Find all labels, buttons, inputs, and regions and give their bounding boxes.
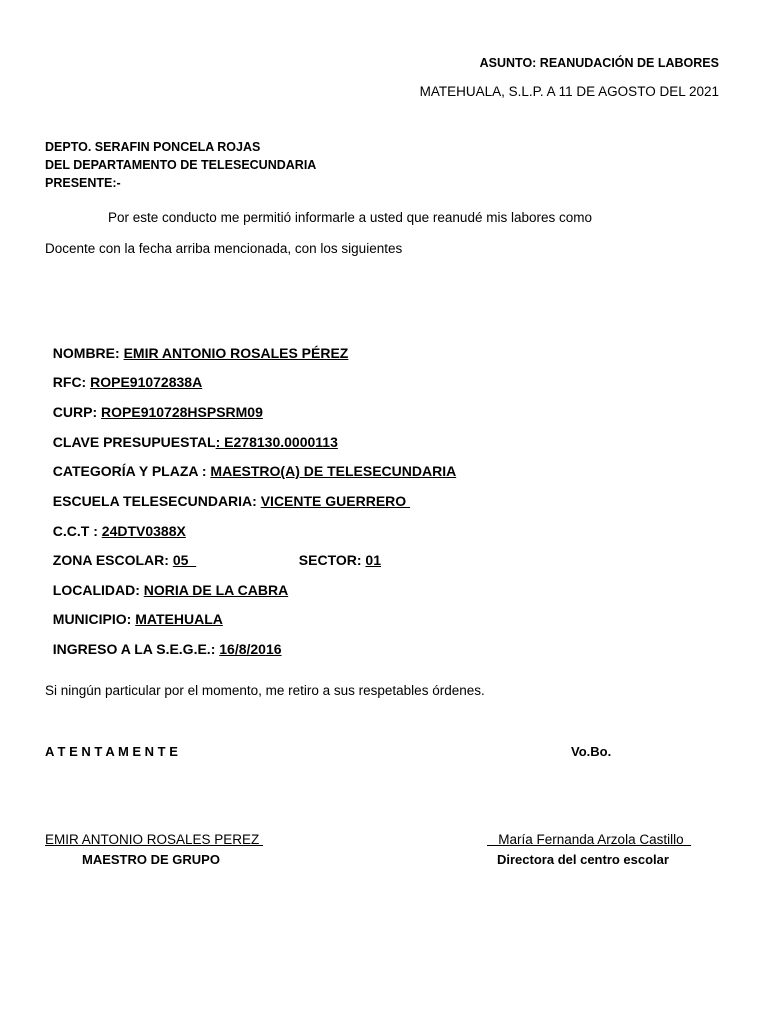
recipient-name: DEPTO. SERAFIN PONCELA ROJAS xyxy=(45,140,261,154)
field-value: ROPE910728HSPSRM09 xyxy=(101,404,263,420)
field-value: 01 xyxy=(365,552,381,568)
field-cct xyxy=(45,507,186,539)
field-value: MATEHUALA xyxy=(135,611,223,627)
field-value: VICENTE GUERRERO xyxy=(260,493,411,509)
field-label: SECTOR: xyxy=(298,552,366,568)
field-label: CURP: xyxy=(52,404,102,420)
field-label: INGRESO A LA S.E.G.E.: xyxy=(52,641,220,657)
field-label: ESCUELA TELESECUNDARIA: xyxy=(52,493,261,509)
field-localidad xyxy=(45,566,288,598)
signature-director-role: Directora del centro escolar xyxy=(497,852,669,867)
signature-teacher-name: EMIR ANTONIO ROSALES PEREZ xyxy=(45,832,264,847)
field-value: EMIR ANTONIO ROSALES PÉREZ xyxy=(123,345,349,361)
field-label: CATEGORÍA Y PLAZA : xyxy=(52,463,211,479)
place-date: MATEHUALA, S.L.P. A 11 DE AGOSTO DEL 2021 xyxy=(419,84,719,99)
field-value: MAESTRO(A) DE TELESECUNDARIA xyxy=(210,463,457,479)
field-curp xyxy=(45,388,263,420)
field-value: 05 xyxy=(172,552,197,568)
field-label: ZONA ESCOLAR: xyxy=(52,552,173,568)
field-value: ROPE91072838A xyxy=(90,374,203,390)
recipient-department: DEL DEPARTAMENTO DE TELESECUNDARIA xyxy=(45,158,317,172)
field-label: RFC: xyxy=(52,374,91,390)
farewell-text: Si ningún particular por el momento, me retiro a sus respetables órdenes. xyxy=(45,683,485,698)
field-label: CLAVE PRESUPUESTAL xyxy=(52,434,216,450)
field-municipio xyxy=(45,595,223,627)
field-ingreso xyxy=(45,625,282,657)
field-categoria xyxy=(45,447,456,479)
field-nombre xyxy=(45,329,348,361)
field-value: 16/8/2016 xyxy=(219,641,282,657)
field-rfc xyxy=(45,358,202,390)
field-label: NOMBRE: xyxy=(52,345,124,361)
field-label: C.C.T : xyxy=(52,523,102,539)
signature-teacher-role: MAESTRO DE GRUPO xyxy=(82,852,220,867)
field-zona-escolar xyxy=(45,536,196,568)
recipient-presente: PRESENTE:- xyxy=(45,176,121,190)
subject-line: ASUNTO: REANUDACIÓN DE LABORES xyxy=(479,56,719,70)
body-paragraph-line2: Docente con la fecha arriba mencionada, con los siguientes xyxy=(45,241,403,256)
signature-director-name: María Fernanda Arzola Castillo xyxy=(487,832,692,847)
field-value: : E278130.0000113 xyxy=(215,434,338,450)
field-sector xyxy=(291,536,381,568)
body-paragraph-line1: Por este conducto me permitió informarle a usted que reanudé mis labores como xyxy=(108,210,592,225)
field-value: 24DTV0388X xyxy=(101,523,186,539)
atentamente-heading: A T E N T A M E N T E xyxy=(45,744,178,759)
field-value: NORIA DE LA CABRA xyxy=(143,582,289,598)
field-escuela xyxy=(45,477,410,509)
field-label: MUNICIPIO: xyxy=(52,611,136,627)
field-clave-presupuestal xyxy=(45,418,338,450)
field-label: LOCALIDAD: xyxy=(52,582,144,598)
vobo-heading: Vo.Bo. xyxy=(571,744,612,759)
